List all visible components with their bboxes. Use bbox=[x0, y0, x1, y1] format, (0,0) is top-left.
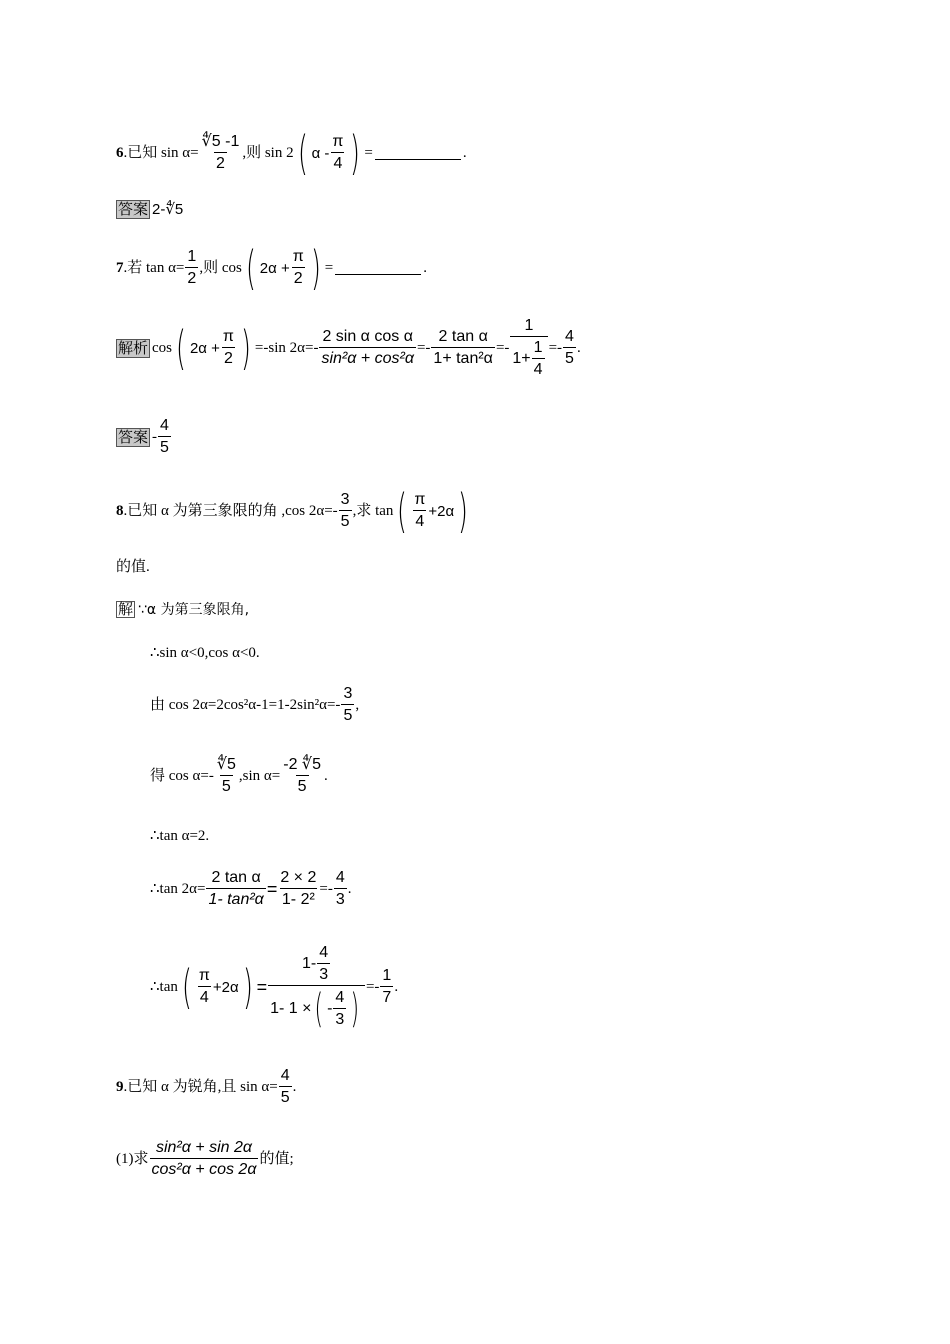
analysis-7: 解析 cos ( 2α + $\frac{\pi}{2}$ ) =-sin 2α=- $\frac{\text{2 sin α cos α}}{\text{sin²α + cos²α}}$ =- $\frac{\text{2 tan α}}{\text{1+ tan²α}}$ =- 1 1+ $\frac{1}{4}$ =- $\frac{4}{5}$ . bbox=[118, 317, 581, 378]
fraction: $\frac{\text{sin²α + sin 2α}}{\text{cos²α + cos 2α}}$ bbox=[151, 1139, 257, 1178]
question-7: 7 .若 tan α= $\frac{1}{2}$ ,则 cos ( 2α + $\frac{\pi}{2}$ ) = . bbox=[116, 241, 427, 295]
fraction: $\frac{-2 ∜5}{5}$ bbox=[283, 756, 321, 795]
fraction: 1 1+ $\frac{1}{4}$ bbox=[510, 318, 547, 378]
answer-label: 答案 bbox=[118, 200, 149, 218]
fraction: $\frac{\text{2 tan α}}{\text{1+ tan²α}}$ bbox=[433, 328, 493, 367]
answer-6 bbox=[116, 200, 183, 219]
question-8-continued: 的值. bbox=[116, 559, 150, 575]
fraction: $\frac{1}{2}$ bbox=[187, 248, 197, 287]
solution-8-line-2: ∴sin α<0,cos α<0. bbox=[150, 645, 260, 661]
question-9-part-1: (1)求 $\frac{\text{sin²α + sin 2α}}{\text{cos²α + cos 2α}}$ 的值; bbox=[116, 1139, 294, 1178]
fraction: $\frac{4}{5}$ bbox=[160, 417, 169, 456]
question-number: 6 bbox=[116, 144, 124, 161]
solution-8-line-1: 解 ∵α 为第三象限角, bbox=[118, 600, 250, 618]
question-number: 9 bbox=[116, 1078, 124, 1095]
answer-7: 答案 - $\frac{4}{5}$ bbox=[118, 417, 169, 456]
question-number: 7 bbox=[116, 259, 124, 276]
compound-fraction: 1- $\frac{4}{3}$ 1- 1 × ( - $\frac{4}{3}$ ) bbox=[268, 945, 365, 1029]
question-6: 6 .已知 sin α= $\frac{∜5 -1}{2}$ ,则 sin 2 ( α - $\frac{\pi}{4}$ ) = . bbox=[116, 126, 467, 180]
solution-8-line-6: ∴tan 2α= $\frac{\text{2 tan α}}{\text{1- tan²α}}$ = $\frac{2 \times 2}{\text{1- 2²}}$ =- $\frac{4}{3}$ . bbox=[150, 869, 352, 908]
answer-blank[interactable] bbox=[375, 147, 461, 160]
parenthesis-expression: ( α - $\frac{\pi}{4}$ ) bbox=[297, 126, 361, 180]
fraction: $\frac{4}{5}$ bbox=[565, 328, 574, 367]
fraction: $\frac{4}{3}$ bbox=[335, 869, 345, 908]
solution-8-line-5: ∴tan α=2. bbox=[150, 828, 210, 844]
answer-blank[interactable] bbox=[335, 262, 421, 275]
answer-value: 2-∜5 bbox=[152, 201, 184, 218]
answer-label: 答案 bbox=[118, 427, 149, 446]
fraction: $\frac{4}{5}$ bbox=[280, 1067, 290, 1106]
analysis-label: 解析 bbox=[118, 338, 149, 357]
parenthesis-expression: ( $\frac{\pi}{4}$ +2α ) bbox=[397, 484, 469, 538]
fraction: $\frac{\text{2 sin α cos α}}{\text{sin²α + cos²α}}$ bbox=[321, 328, 414, 367]
parenthesis-expression: ( 2α + $\frac{\pi}{2}$ ) bbox=[176, 321, 251, 375]
parenthesis-expression: ( $\frac{\pi}{4}$ +2α ) bbox=[181, 960, 253, 1014]
fraction: $\frac{\text{2 tan α}}{\text{1- tan²α}}$ bbox=[208, 869, 264, 908]
fraction: $\frac{∜5 -1}{2}$ bbox=[201, 133, 240, 172]
question-text: .已知 sin α= bbox=[123, 144, 199, 161]
solution-8-line-7: ∴tan ( $\frac{\pi}{4}$ +2α ) = 1- $\frac{4}{3}$ 1- 1 × ( - $\frac{4}{3}$ ) =- $\frac{1}{7}$ . bbox=[150, 944, 399, 1032]
solution-8-line-4: 得 cos α=- $\frac{∜5}{5}$ ,sin α= $\frac{-2 ∜5}{5}$ . bbox=[150, 756, 328, 795]
parenthesis-expression: ( 2α + $\frac{\pi}{2}$ ) bbox=[245, 241, 321, 295]
question-number: 8 bbox=[116, 502, 124, 519]
fraction: $\frac{2 \times 2}{\text{1- 2²}}$ bbox=[280, 869, 317, 908]
solution-8-line-3: 由 cos 2α=2cos²α-1=1-2sin²α=- $\frac{3}{5}$ , bbox=[150, 685, 360, 724]
solution-label: 解 bbox=[118, 600, 134, 618]
fraction: $\frac{∜5}{5}$ bbox=[216, 756, 236, 795]
fraction: $\frac{1}{7}$ bbox=[382, 967, 392, 1006]
question-9: 9 .已知 α 为锐角,且 sin α= $\frac{4}{5}$ . bbox=[116, 1067, 297, 1106]
question-8: 8 .已知 α 为第三象限的角 ,cos 2α=- $\frac{3}{5}$ ,求 tan ( $\frac{\pi}{4}$ +2α ) bbox=[116, 488, 472, 534]
fraction: $\frac{3}{5}$ bbox=[340, 491, 350, 530]
fraction: $\frac{3}{5}$ bbox=[343, 685, 353, 724]
question-text: ,则 sin 2 bbox=[242, 144, 294, 161]
